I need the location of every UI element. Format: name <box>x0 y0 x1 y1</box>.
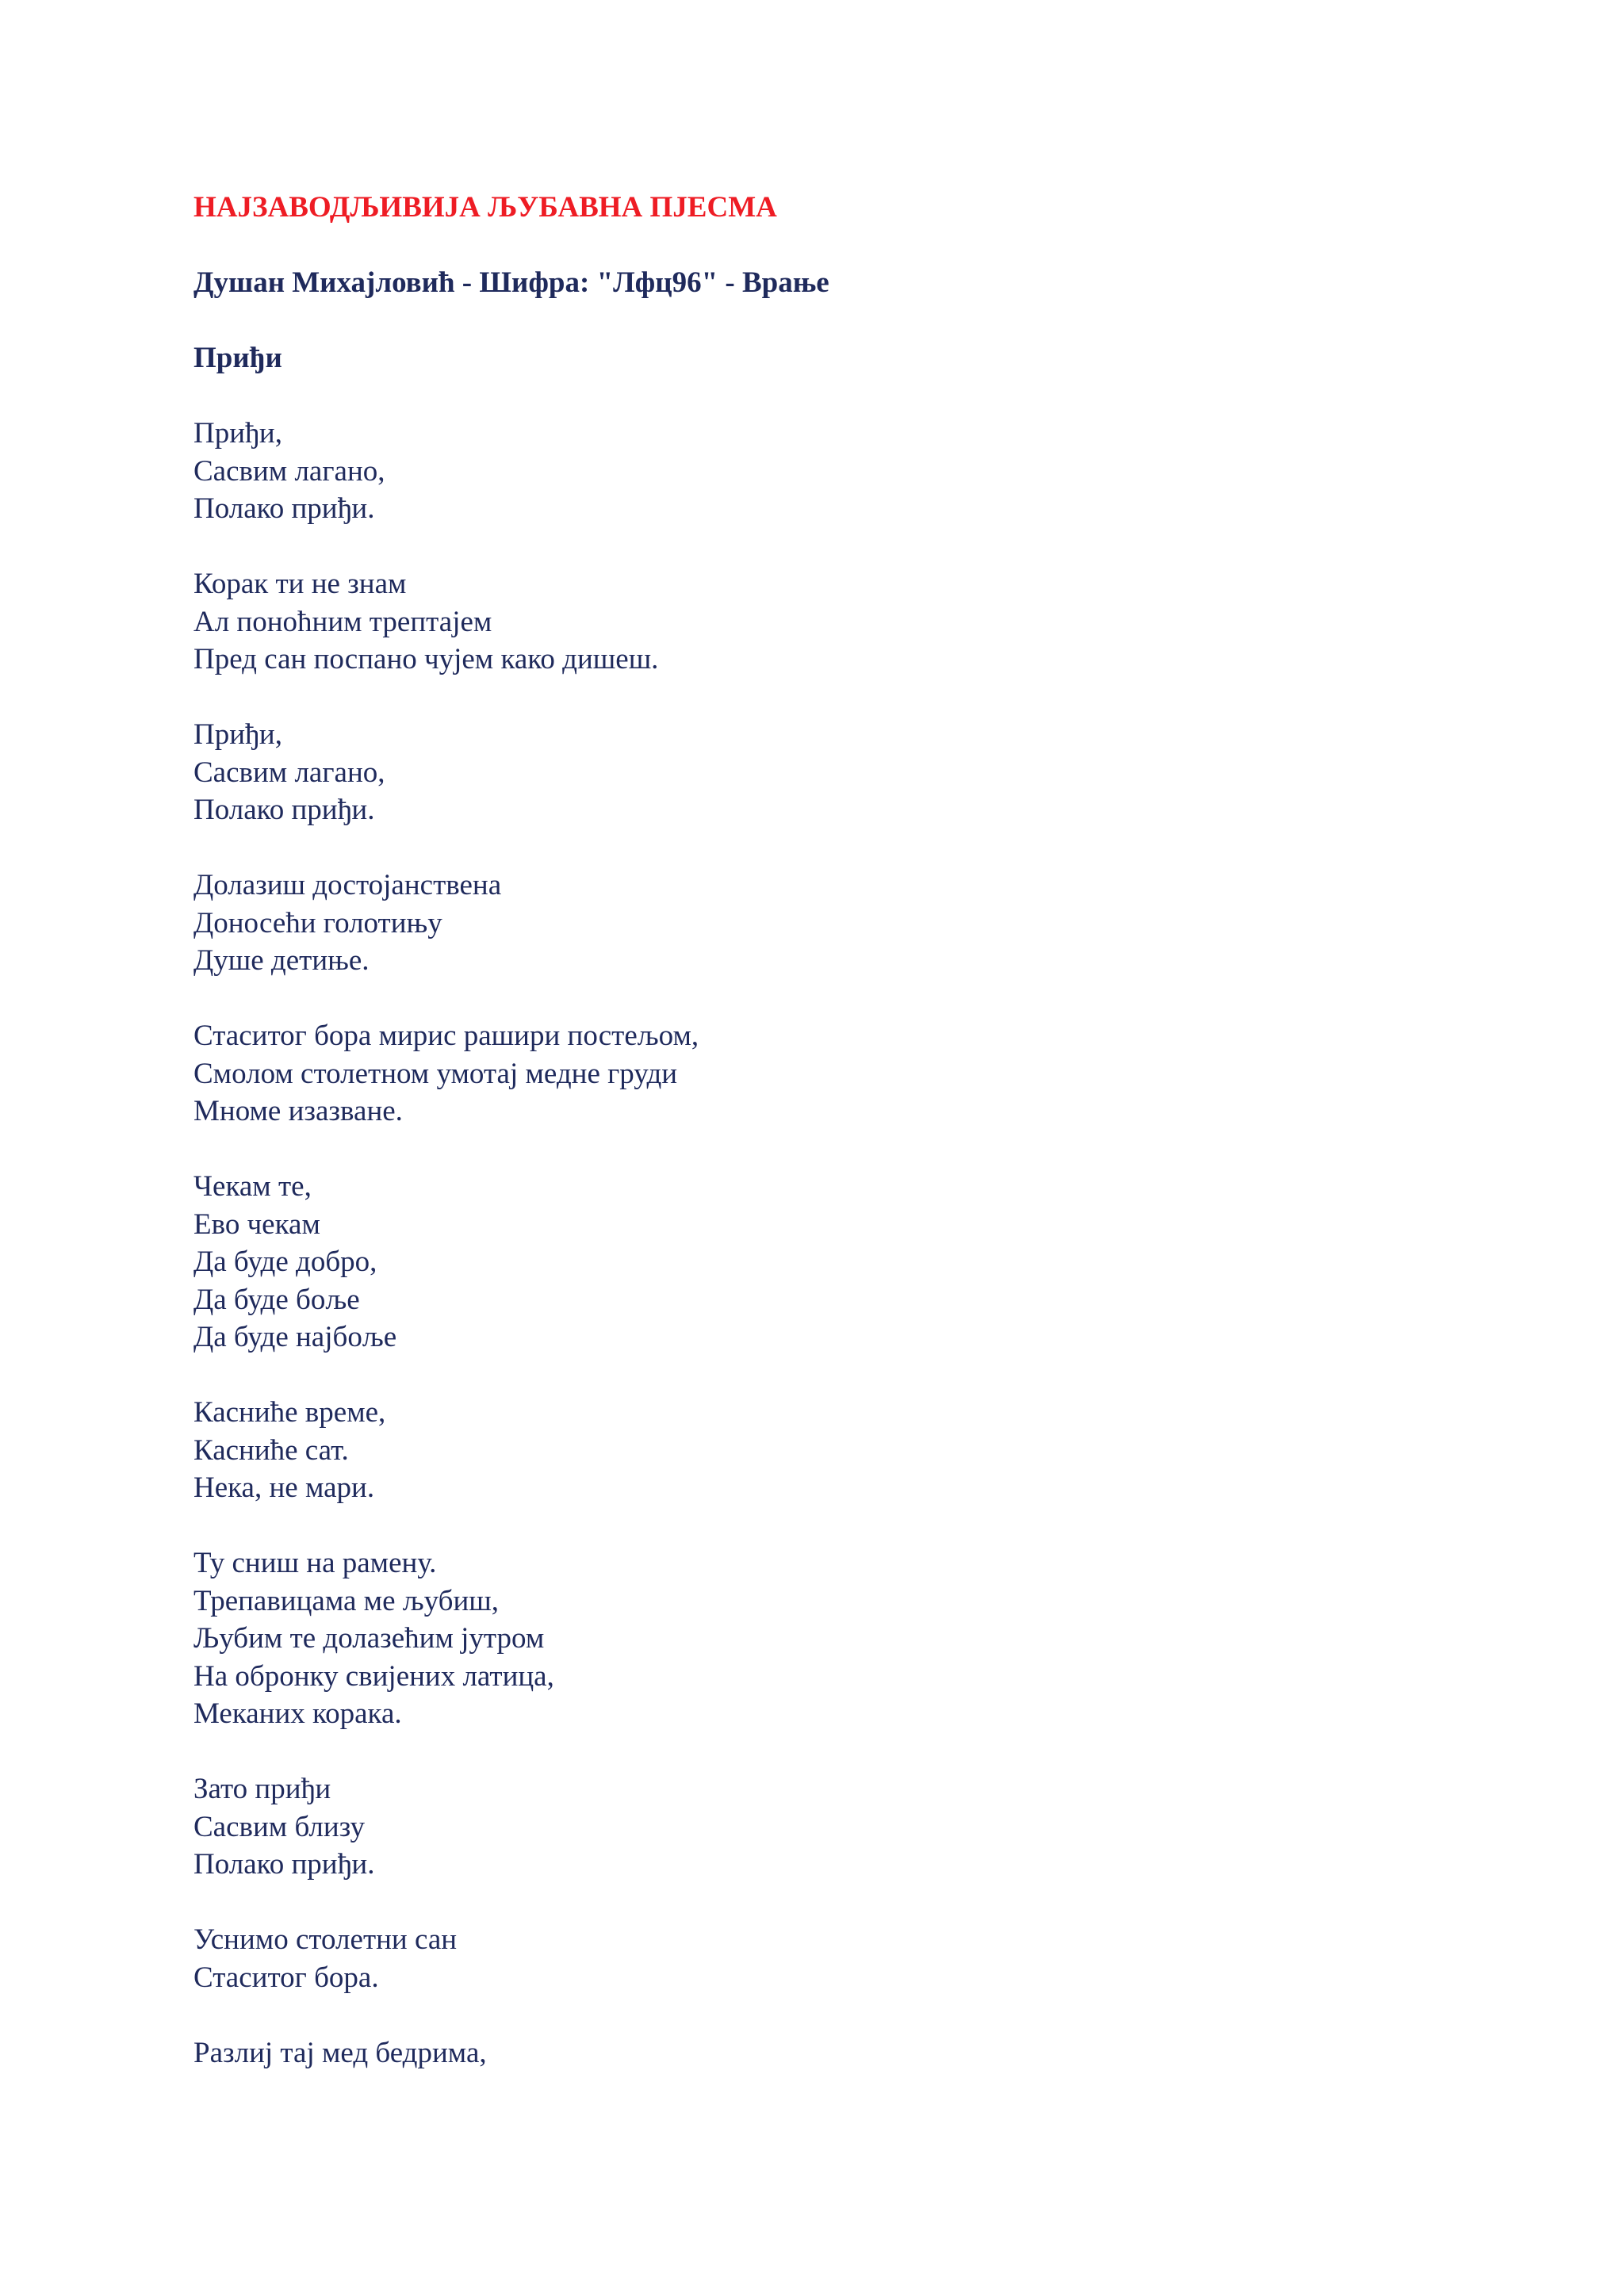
poem-line: Нека, не мари. <box>193 1471 375 1504</box>
poem-line: Стаситог бора. <box>193 1961 379 1994</box>
poem-line: Долазиш достојанствена <box>193 869 502 901</box>
poem-line: Приђи, <box>193 417 282 450</box>
poem-line: Стаситог бора мирис рашири постељом, <box>193 1020 699 1052</box>
poem-line: Чекам те, <box>193 1170 312 1203</box>
poem-line: Зато приђи <box>193 1773 331 1805</box>
stanza <box>193 415 1542 528</box>
poem-line: Полако приђи. <box>193 1848 375 1881</box>
poem-line: Сасвим лагано, <box>193 454 385 488</box>
stanza <box>193 1394 1542 1507</box>
poem-line: Касниће време, <box>193 1396 386 1429</box>
document-title: НАЈЗАВОДЉИВИЈА ЉУБАВНА ПЈЕСМА <box>193 191 777 224</box>
poem-line: Меканих корака. <box>193 1697 402 1730</box>
stanza <box>193 1770 1542 1884</box>
poem-line: Пред сан поспано чујем како дишеш. <box>193 643 659 675</box>
author-line: Душан Михајловић - Шифра: "Лфц96" - Врање <box>193 266 829 299</box>
poem-line: Разлиј тај мед бедрима, <box>193 2036 487 2069</box>
poem-line: Доносећи голотињу <box>193 906 442 939</box>
stanza <box>193 2034 1542 2072</box>
document-page <box>193 189 1542 2110</box>
poem-line: Душе детиње. <box>193 944 370 977</box>
poem-line: Полако приђи. <box>193 492 375 525</box>
poem-line: Ал поноћним трептајем <box>193 605 492 638</box>
stanza <box>193 716 1542 829</box>
poem-line: Да буде боље <box>193 1283 360 1316</box>
poem-line: На обронку свијених латица, <box>193 1659 554 1693</box>
stanza <box>193 1017 1542 1131</box>
poem-line: Полако приђи. <box>193 794 375 826</box>
poem-line: Корак ти не знам <box>193 568 407 600</box>
poem-line: Сасвим близу <box>193 1810 365 1843</box>
poem-line: Да буде најбоље <box>193 1321 397 1353</box>
stanza <box>193 565 1542 679</box>
stanza <box>193 1544 1542 1733</box>
poem-line: Ту сниш на рамену. <box>193 1547 437 1579</box>
stanza <box>193 867 1542 980</box>
poem-line: Касниће сат. <box>193 1433 349 1467</box>
stanza <box>193 1168 1542 1357</box>
poem-title: Приђи <box>193 342 282 374</box>
poem-line: Љубим те долазећим јутром <box>193 1622 545 1655</box>
poem-line: Мноме изазване. <box>193 1095 403 1127</box>
poem-line: Уснимо столетни сан <box>193 1923 458 1956</box>
poem-line: Смолом столетном умотај медне груди <box>193 1057 678 1090</box>
poem-line: Сасвим лагано, <box>193 756 385 789</box>
poem-line: Да буде добро, <box>193 1246 377 1278</box>
poem-line: Ево чекам <box>193 1207 320 1241</box>
stanza <box>193 1921 1542 1996</box>
poem-line: Трепавицама ме љубиш, <box>193 1584 500 1617</box>
poem-line: Приђи, <box>193 718 282 751</box>
